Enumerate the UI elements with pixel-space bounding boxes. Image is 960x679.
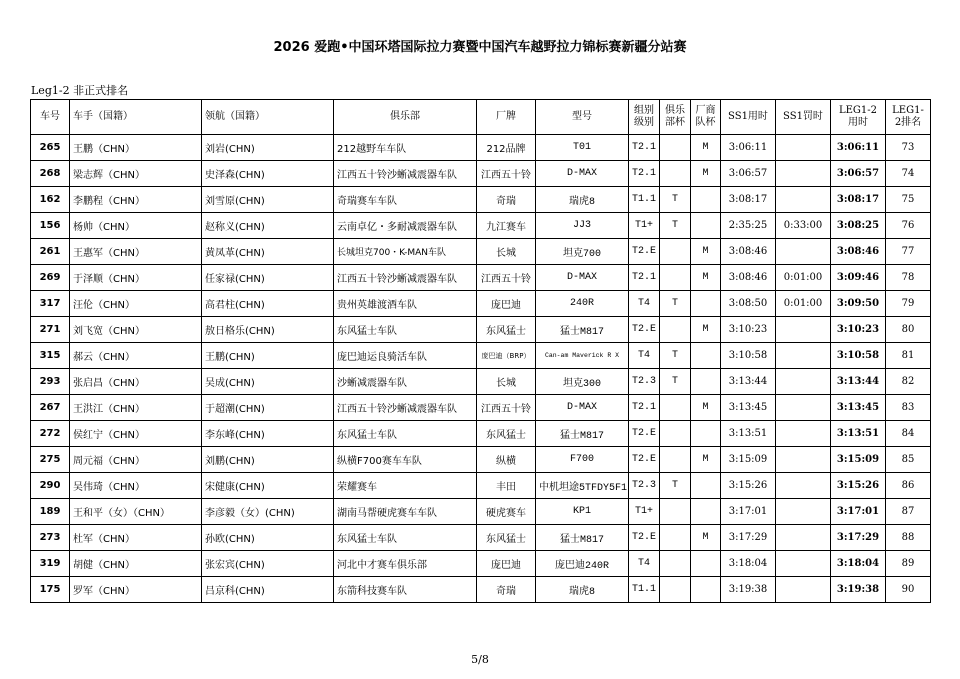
cell-maker-cup: M (691, 161, 721, 187)
cell-group: T1.1 (629, 577, 660, 603)
cell-club: 江西五十铃沙蜥减震器车队 (334, 395, 477, 421)
cell-codriver: 高君柱(CHN) (202, 291, 334, 317)
cell-ss1-penalty (776, 317, 831, 343)
table-row (31, 525, 931, 551)
cell-brand: 江西五十铃 (477, 161, 536, 187)
table-row (31, 317, 931, 343)
cell-group: T1+ (629, 499, 660, 525)
cell-leg-time: 3:19:38 (831, 577, 886, 603)
cell-model: F700 (536, 447, 629, 473)
cell-leg-rank: 80 (886, 317, 931, 343)
table-row (31, 447, 931, 473)
cell-brand: 奇瑞 (477, 187, 536, 213)
cell-leg-time: 3:09:46 (831, 265, 886, 291)
cell-ss1-time: 2:35:25 (721, 213, 776, 239)
cell-car-no: 317 (31, 291, 70, 317)
cell-club-cup: T (660, 343, 691, 369)
cell-car-no: 156 (31, 213, 70, 239)
cell-ss1-penalty (776, 343, 831, 369)
cell-club-cup (660, 421, 691, 447)
cell-brand: 长城 (477, 369, 536, 395)
cell-brand: 东风猛士 (477, 421, 536, 447)
cell-group: T1.1 (629, 187, 660, 213)
cell-driver: 郝云（CHN） (70, 343, 202, 369)
cell-maker-cup (691, 187, 721, 213)
cell-brand: 丰田 (477, 473, 536, 499)
table-header-row (31, 100, 931, 135)
cell-brand: 东风猛士 (477, 525, 536, 551)
cell-car-no: 261 (31, 239, 70, 265)
cell-brand: 江西五十铃 (477, 265, 536, 291)
cell-ss1-time: 3:08:50 (721, 291, 776, 317)
cell-driver: 吴伟琦（CHN） (70, 473, 202, 499)
cell-club: 纵横F700赛车车队 (334, 447, 477, 473)
cell-club: 庞巴迪运良骑活车队 (334, 343, 477, 369)
cell-driver: 王鹏（CHN） (70, 135, 202, 161)
cell-ss1-time: 3:18:04 (721, 551, 776, 577)
cell-group: T4 (629, 551, 660, 577)
cell-car-no: 319 (31, 551, 70, 577)
cell-leg-rank: 73 (886, 135, 931, 161)
cell-club: 长城坦克700・K-MAN车队 (334, 239, 477, 265)
cell-driver: 杨帅（CHN） (70, 213, 202, 239)
cell-group: T2.E (629, 525, 660, 551)
cell-driver: 张启昌（CHN） (70, 369, 202, 395)
cell-driver: 梁志辉（CHN） (70, 161, 202, 187)
cell-club-cup: T (660, 213, 691, 239)
cell-brand: 东风猛士 (477, 317, 536, 343)
cell-ss1-time: 3:10:23 (721, 317, 776, 343)
cell-leg-rank: 78 (886, 265, 931, 291)
cell-maker-cup (691, 369, 721, 395)
cell-car-no: 271 (31, 317, 70, 343)
table-row (31, 473, 931, 499)
cell-driver: 王惠军（CHN） (70, 239, 202, 265)
table-row (31, 135, 931, 161)
cell-maker-cup: M (691, 239, 721, 265)
cell-codriver: 张宏宾(CHN) (202, 551, 334, 577)
cell-maker-cup (691, 291, 721, 317)
cell-leg-rank: 90 (886, 577, 931, 603)
cell-codriver: 于超潮(CHN) (202, 395, 334, 421)
cell-codriver: 赵称义(CHN) (202, 213, 334, 239)
cell-maker-cup (691, 421, 721, 447)
cell-brand: 212品牌 (477, 135, 536, 161)
cell-brand: 奇瑞 (477, 577, 536, 603)
cell-leg-time: 3:15:26 (831, 473, 886, 499)
cell-model: KP1 (536, 499, 629, 525)
cell-maker-cup (691, 343, 721, 369)
header-brand: 厂牌 (477, 100, 536, 135)
cell-driver: 刘飞宽（CHN） (70, 317, 202, 343)
cell-group: T2.E (629, 239, 660, 265)
cell-car-no: 162 (31, 187, 70, 213)
cell-driver: 侯红宁（CHN） (70, 421, 202, 447)
cell-maker-cup: M (691, 317, 721, 343)
cell-codriver: 李东峰(CHN) (202, 421, 334, 447)
cell-leg-rank: 75 (886, 187, 931, 213)
cell-car-no: 265 (31, 135, 70, 161)
cell-group: T2.E (629, 317, 660, 343)
cell-maker-cup (691, 213, 721, 239)
cell-model: 猛士M817 (536, 317, 629, 343)
cell-maker-cup (691, 577, 721, 603)
cell-club: 云南卓亿・多耐减震器车队 (334, 213, 477, 239)
cell-leg-time: 3:17:01 (831, 499, 886, 525)
cell-model: 瑞虎8 (536, 577, 629, 603)
table-row (31, 395, 931, 421)
cell-group: T2.3 (629, 369, 660, 395)
cell-ss1-penalty: 0:01:00 (776, 265, 831, 291)
cell-leg-time: 3:10:23 (831, 317, 886, 343)
cell-club: 东风猛士车队 (334, 525, 477, 551)
cell-club-cup (660, 161, 691, 187)
cell-codriver: 敖日格乐(CHN) (202, 317, 334, 343)
cell-ss1-penalty (776, 473, 831, 499)
header-maker-cup: 厂商队杯 (691, 100, 721, 135)
cell-model: 坦克300 (536, 369, 629, 395)
results-body (31, 135, 931, 603)
header-leg-rank: LEG1-2排名 (886, 100, 931, 135)
cell-club-cup: T (660, 187, 691, 213)
cell-model: D-MAX (536, 161, 629, 187)
cell-car-no: 175 (31, 577, 70, 603)
cell-club-cup: T (660, 291, 691, 317)
table-row (31, 187, 931, 213)
cell-brand: 九江赛车 (477, 213, 536, 239)
cell-ss1-penalty (776, 421, 831, 447)
table-row (31, 239, 931, 265)
cell-driver: 杜军（CHN） (70, 525, 202, 551)
cell-leg-rank: 84 (886, 421, 931, 447)
table-row (31, 551, 931, 577)
cell-maker-cup (691, 551, 721, 577)
header-driver: 车手（国籍） (70, 100, 202, 135)
cell-codriver: 任家禄(CHN) (202, 265, 334, 291)
cell-club: 212越野车车队 (334, 135, 477, 161)
cell-car-no: 293 (31, 369, 70, 395)
cell-car-no: 290 (31, 473, 70, 499)
page-title: 2026 爱跑•中国环塔国际拉力赛暨中国汽车越野拉力锦标赛新疆分站赛 (273, 40, 687, 55)
cell-leg-time: 3:18:04 (831, 551, 886, 577)
cell-model: D-MAX (536, 265, 629, 291)
cell-codriver: 李彦毅（女）(CHN) (202, 499, 334, 525)
cell-model: JJ3 (536, 213, 629, 239)
cell-codriver: 刘雪原(CHN) (202, 187, 334, 213)
header-group: 组别级别 (629, 100, 660, 135)
header-leg-time: LEG1-2用时 (831, 100, 886, 135)
cell-driver: 周元福（CHN） (70, 447, 202, 473)
cell-model: 坦克700 (536, 239, 629, 265)
cell-car-no: 267 (31, 395, 70, 421)
cell-club-cup: T (660, 473, 691, 499)
page-number: 5/8 (471, 653, 489, 666)
cell-maker-cup (691, 473, 721, 499)
cell-ss1-time: 3:06:57 (721, 161, 776, 187)
cell-ss1-penalty (776, 551, 831, 577)
cell-club-cup (660, 447, 691, 473)
cell-club: 东风猛士车队 (334, 317, 477, 343)
cell-model: 240R (536, 291, 629, 317)
header-ss1-time: SS1用时 (721, 100, 776, 135)
cell-car-no: 268 (31, 161, 70, 187)
cell-leg-time: 3:13:51 (831, 421, 886, 447)
cell-ss1-penalty (776, 187, 831, 213)
cell-leg-time: 3:08:46 (831, 239, 886, 265)
cell-group: T2.1 (629, 135, 660, 161)
cell-club: 湖南马帮硬虎赛车车队 (334, 499, 477, 525)
cell-ss1-time: 3:08:46 (721, 265, 776, 291)
cell-ss1-time: 3:13:51 (721, 421, 776, 447)
cell-model: 猛士M817 (536, 421, 629, 447)
table-row (31, 369, 931, 395)
cell-club-cup (660, 577, 691, 603)
cell-codriver: 吴成(CHN) (202, 369, 334, 395)
cell-ss1-penalty (776, 499, 831, 525)
cell-codriver: 史泽森(CHN) (202, 161, 334, 187)
cell-leg-time: 3:10:58 (831, 343, 886, 369)
cell-model: D-MAX (536, 395, 629, 421)
cell-leg-rank: 79 (886, 291, 931, 317)
header-club-cup: 俱乐部杯 (660, 100, 691, 135)
cell-leg-time: 3:13:44 (831, 369, 886, 395)
cell-club: 贵州英雄渡酒车队 (334, 291, 477, 317)
cell-car-no: 315 (31, 343, 70, 369)
cell-ss1-penalty: 0:33:00 (776, 213, 831, 239)
cell-codriver: 王鹏(CHN) (202, 343, 334, 369)
cell-codriver: 吕京科(CHN) (202, 577, 334, 603)
header-codriver: 领航（国籍） (202, 100, 334, 135)
ranking-subtitle: Leg1-2 非正式排名 (31, 84, 129, 97)
cell-brand: 江西五十铃 (477, 395, 536, 421)
cell-leg-rank: 87 (886, 499, 931, 525)
cell-club: 奇瑞赛车车队 (334, 187, 477, 213)
cell-leg-time: 3:17:29 (831, 525, 886, 551)
cell-brand: 长城 (477, 239, 536, 265)
cell-ss1-penalty (776, 161, 831, 187)
cell-group: T2.1 (629, 265, 660, 291)
cell-club: 江西五十铃沙蜥减震器车队 (334, 161, 477, 187)
cell-group: T2.1 (629, 395, 660, 421)
cell-ss1-penalty (776, 239, 831, 265)
cell-leg-rank: 83 (886, 395, 931, 421)
cell-maker-cup: M (691, 265, 721, 291)
cell-club-cup: T (660, 369, 691, 395)
cell-leg-time: 3:13:45 (831, 395, 886, 421)
cell-club: 东箭科技赛车队 (334, 577, 477, 603)
cell-car-no: 272 (31, 421, 70, 447)
cell-driver: 李鹏程（CHN） (70, 187, 202, 213)
cell-club: 荣耀赛车 (334, 473, 477, 499)
cell-group: T2.E (629, 421, 660, 447)
cell-ss1-penalty (776, 447, 831, 473)
cell-club-cup (660, 265, 691, 291)
cell-leg-rank: 86 (886, 473, 931, 499)
cell-codriver: 刘岩(CHN) (202, 135, 334, 161)
header-ss1-penalty: SS1罚时 (776, 100, 831, 135)
cell-brand: 庞巴迪 (477, 551, 536, 577)
cell-maker-cup: M (691, 395, 721, 421)
cell-club: 沙蜥减震器车队 (334, 369, 477, 395)
cell-driver: 于泽顺（CHN） (70, 265, 202, 291)
cell-car-no: 273 (31, 525, 70, 551)
cell-club-cup (660, 499, 691, 525)
cell-ss1-penalty (776, 525, 831, 551)
cell-club-cup (660, 135, 691, 161)
cell-car-no: 269 (31, 265, 70, 291)
table-row (31, 499, 931, 525)
cell-driver: 罗军（CHN） (70, 577, 202, 603)
cell-car-no: 189 (31, 499, 70, 525)
cell-maker-cup: M (691, 525, 721, 551)
cell-leg-rank: 77 (886, 239, 931, 265)
cell-club-cup (660, 395, 691, 421)
cell-ss1-penalty (776, 135, 831, 161)
cell-maker-cup (691, 499, 721, 525)
cell-leg-time: 3:15:09 (831, 447, 886, 473)
cell-driver: 胡健（CHN） (70, 551, 202, 577)
cell-club-cup (660, 551, 691, 577)
cell-codriver: 孙欧(CHN) (202, 525, 334, 551)
cell-group: T2.E (629, 447, 660, 473)
cell-ss1-penalty (776, 369, 831, 395)
cell-leg-time: 3:06:57 (831, 161, 886, 187)
cell-ss1-penalty (776, 577, 831, 603)
cell-driver: 汪伦（CHN） (70, 291, 202, 317)
cell-leg-rank: 89 (886, 551, 931, 577)
cell-club: 东风猛士车队 (334, 421, 477, 447)
header-car-no: 车号 (31, 100, 70, 135)
cell-ss1-time: 3:15:09 (721, 447, 776, 473)
cell-ss1-time: 3:06:11 (721, 135, 776, 161)
header-club: 俱乐部 (334, 100, 477, 135)
cell-model: Can-am Maverick R X (536, 343, 629, 369)
cell-club-cup (660, 317, 691, 343)
cell-group: T4 (629, 291, 660, 317)
cell-club-cup (660, 239, 691, 265)
cell-brand: 硬虎赛车 (477, 499, 536, 525)
table-row (31, 265, 931, 291)
cell-ss1-time: 3:15:26 (721, 473, 776, 499)
cell-codriver: 刘鹏(CHN) (202, 447, 334, 473)
cell-ss1-time: 3:10:58 (721, 343, 776, 369)
cell-group: T4 (629, 343, 660, 369)
cell-codriver: 黄凤革(CHN) (202, 239, 334, 265)
cell-club: 河北中才赛车俱乐部 (334, 551, 477, 577)
cell-leg-time: 3:08:17 (831, 187, 886, 213)
cell-leg-rank: 81 (886, 343, 931, 369)
table-row (31, 161, 931, 187)
cell-driver: 王洪江（CHN） (70, 395, 202, 421)
cell-ss1-time: 3:08:46 (721, 239, 776, 265)
table-row (31, 343, 931, 369)
cell-leg-time: 3:09:50 (831, 291, 886, 317)
cell-leg-rank: 82 (886, 369, 931, 395)
cell-leg-rank: 85 (886, 447, 931, 473)
cell-ss1-time: 3:17:01 (721, 499, 776, 525)
cell-leg-rank: 74 (886, 161, 931, 187)
results-table (30, 99, 931, 603)
table-row (31, 213, 931, 239)
cell-group: T2.1 (629, 161, 660, 187)
cell-club: 江西五十铃沙蜥减震器车队 (334, 265, 477, 291)
cell-brand: 庞巴迪 (477, 291, 536, 317)
cell-ss1-time: 3:13:44 (721, 369, 776, 395)
cell-codriver: 宋健康(CHN) (202, 473, 334, 499)
cell-leg-rank: 76 (886, 213, 931, 239)
cell-model: 瑞虎8 (536, 187, 629, 213)
cell-leg-rank: 88 (886, 525, 931, 551)
cell-ss1-penalty (776, 395, 831, 421)
cell-brand: 庞巴迪（BRP） (477, 343, 536, 369)
cell-group: T2.3 (629, 473, 660, 499)
header-model: 型号 (536, 100, 629, 135)
cell-ss1-penalty: 0:01:00 (776, 291, 831, 317)
cell-group: T1+ (629, 213, 660, 239)
cell-club-cup (660, 525, 691, 551)
cell-leg-time: 3:06:11 (831, 135, 886, 161)
cell-model: 庞巴迪240R (536, 551, 629, 577)
cell-ss1-time: 3:13:45 (721, 395, 776, 421)
cell-model: 猛士M817 (536, 525, 629, 551)
cell-maker-cup: M (691, 447, 721, 473)
cell-model: T01 (536, 135, 629, 161)
cell-maker-cup: M (691, 135, 721, 161)
table-row (31, 421, 931, 447)
cell-model: 中机坦途5TFDY5F1 (536, 473, 629, 499)
cell-ss1-time: 3:17:29 (721, 525, 776, 551)
cell-ss1-time: 3:19:38 (721, 577, 776, 603)
cell-driver: 王和平（女）（CHN） (70, 499, 202, 525)
table-row (31, 291, 931, 317)
table-row (31, 577, 931, 603)
cell-leg-time: 3:08:25 (831, 213, 886, 239)
cell-car-no: 275 (31, 447, 70, 473)
cell-ss1-time: 3:08:17 (721, 187, 776, 213)
cell-brand: 纵横 (477, 447, 536, 473)
